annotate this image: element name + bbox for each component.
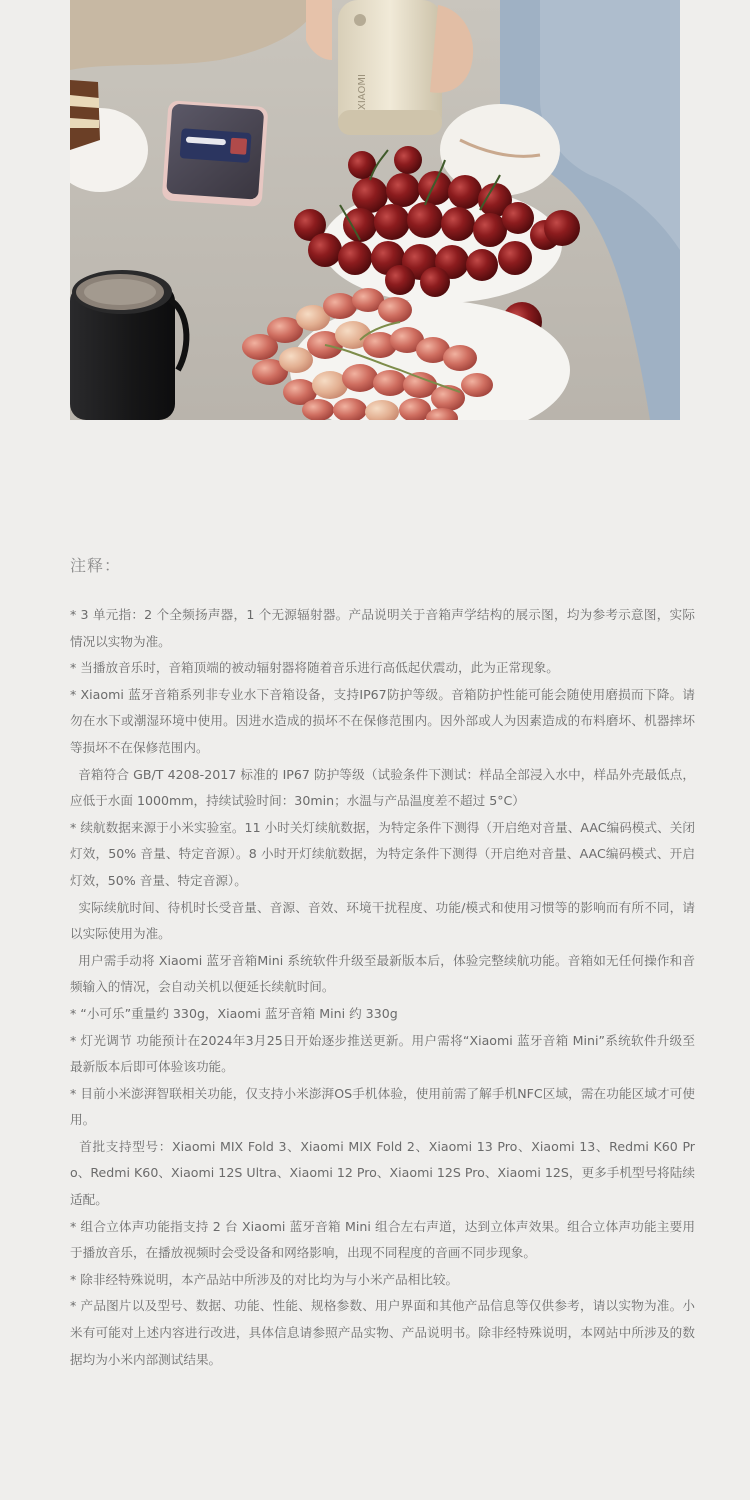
note-paragraph: * 除非经特殊说明，本产品站中所涉及的对比均为与小米产品相比较。: [70, 1271, 459, 1287]
note-paragraph: * “小可乐”重量约 330g，Xiaomi 蓝牙音箱 Mini 约 330g: [70, 1005, 398, 1021]
note-paragraph: * 续航数据来源于小米实验室。11 小时关灯续航数据，为特定条件下测得（开启绝对音量、AAC编码模式、关闭灯效，50% 音量、特定音源）。8 小时开灯续航数据，为特定条件下测得（开启绝对音量、AAC编码模式、开启灯效，50% 音量、特定音源）。: [70, 819, 695, 888]
notes-section: [70, 552, 695, 1373]
note-paragraph: 用户需手动将 Xiaomi 蓝牙音箱Mini 系统软件升级至最新版本后，体验完整续航功能。音箱如无任何操作和音频输入的情况，会自动关机以便延长续航时间。: [70, 952, 695, 995]
note-paragraph: * 目前小米澎湃智联相关功能，仅支持小米澎湃OS手机体验，使用前需了解手机NFC区域，需在功能区域才可使用。: [70, 1085, 695, 1128]
note-paragraph: * Xiaomi 蓝牙音箱系列非专业水下音箱设备，支持IP67防护等级。音箱防护性能可能会随使用磨损而下降。请勿在水下或潮湿环境中使用。因进水造成的损坏不在保修范围内。因外部或人为因素造成的布料磨坏、机器摔坏等损坏不在保修范围内。: [70, 686, 695, 755]
note-paragraph: 音箱符合 GB/T 4208-2017 标准的 IP67 防护等级（试验条件下测试：样品全部浸入水中，样品外壳最低点，应低于水面 1000mm，持续试验时间：30min；水温与产品温度差不超过 5°C）: [70, 766, 695, 809]
product-lifestyle-photo: [70, 0, 680, 420]
notes-title: 注释：: [70, 556, 122, 575]
note-paragraph: * 3 单元指：2 个全频扬声器，1 个无源辐射器。产品说明关于音箱声学结构的展示图，均为参考示意图，实际情况以实物为准。: [70, 607, 695, 649]
note-paragraph: 首批支持型号：Xiaomi MIX Fold 3、Xiaomi MIX Fold 2、Xiaomi 13 Pro、Xiaomi 13、Redmi K60 Pro、Redmi K60、Xiaomi 12S Ultra、Xiaomi 12 Pro、Xiaomi 12S Pro、Xiaomi 12S，更多手机型号将陆续适配。: [70, 1138, 695, 1208]
smartphone: [162, 100, 269, 207]
speaker-black: [70, 270, 186, 420]
note-paragraph: * 当播放音乐时，音箱顶端的被动辐射器将随着音乐进行高低起伏震动，此为正常现象。: [70, 660, 559, 676]
notes-list: [70, 602, 695, 1373]
svg-text:XIAOMI: XIAOMI: [357, 74, 368, 110]
note-paragraph: 实际续航时间、待机时长受音量、音源、音效、环境干扰程度、功能/模式和使用习惯等的影响而有所不同，请以实际使用为准。: [70, 899, 695, 942]
note-paragraph: * 产品图片以及型号、数据、功能、性能、规格参数、用户界面和其他产品信息等仅供参考，请以实物为准。小米有可能对上述内容进行改进，具体信息请参照产品实物、产品说明书。除非经特殊说明，本网站中所涉及的数据均为小米内部测试结果。: [70, 1298, 695, 1367]
note-paragraph: * 灯光调节 功能预计在2024年3月25日开始逐步推送更新。用户需将“Xiaomi 蓝牙音箱 Mini”系统软件升级至最新版本后即可体验该功能。: [70, 1032, 695, 1075]
note-paragraph: * 组合立体声功能指支持 2 台 Xiaomi 蓝牙音箱 Mini 组合左右声道，达到立体声效果。组合立体声功能主要用于播放音乐，在播放视频时会受设备和网络影响，出现不同程度的音画不同步现象。: [70, 1218, 695, 1261]
